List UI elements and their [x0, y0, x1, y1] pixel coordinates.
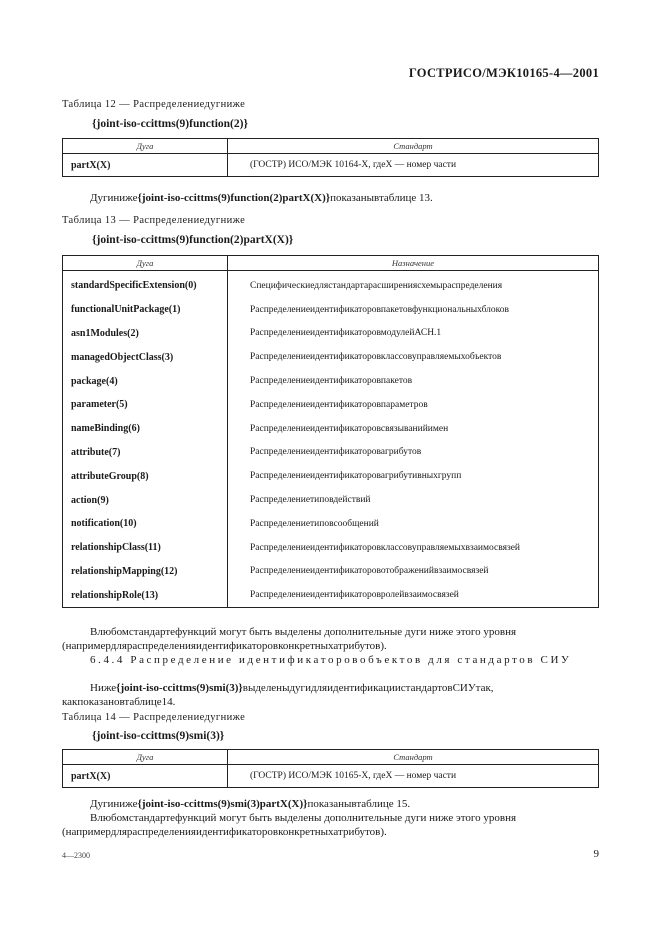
arc-cell: functionalUnitPackage(1): [63, 298, 228, 322]
table14: [62, 749, 599, 788]
arc-cell: asn1Modules(2): [63, 322, 228, 346]
desc-cell: Распределениеидентификаторовотображенийвзаимосвязей: [228, 560, 599, 584]
table-row: [63, 464, 599, 488]
arc-cell: nameBinding(6): [63, 417, 228, 441]
table14-arc: {joint-iso-ccittms(9)smi(3)}: [92, 730, 225, 742]
table-row: [63, 393, 599, 417]
paragraph-additional-arcs: Влюбомстандартефункций могут быть выделены дополнительные дуги ниже этого уровня (напримердляраспределенияидентификаторовконкретныхатрибутов).: [62, 626, 517, 652]
table-row: [63, 271, 599, 298]
para-arc: {joint-iso-ccittms(9)smi(3)partX(X)}: [137, 798, 308, 810]
table-row: [63, 441, 599, 465]
arc-cell: partX(X): [63, 154, 228, 177]
table-header-row: [63, 139, 599, 154]
paragraph-table15-ref: [62, 797, 599, 811]
desc-cell: (ГОСТР) ИСО/МЭК 10164-X, гдеX — номер части: [228, 154, 599, 177]
desc-cell: Распределениеидентификаторовагрибутивныхгрупп: [228, 464, 599, 488]
desc-cell: Распределениеидентификаторовпараметров: [228, 393, 599, 417]
table-row: [63, 322, 599, 346]
table13-arc: {joint-iso-ccittms(9)function(2)partX(X)}: [92, 234, 294, 246]
table-row: [63, 417, 599, 441]
table-header-row: [63, 256, 599, 271]
column-header-purpose: Назначение: [228, 256, 599, 271]
para-text: Дугиниже: [90, 192, 138, 204]
table12: [62, 138, 599, 177]
desc-cell: Распределениеидентификаторовпакетов: [228, 369, 599, 393]
table-row: [63, 345, 599, 369]
desc-cell: РаспределениеидентификаторовмодулейАСН.1: [228, 322, 599, 346]
arc-cell: attributeGroup(8): [63, 464, 228, 488]
column-header-standard: Стандарт: [228, 139, 599, 154]
arc-cell: managedObjectClass(3): [63, 345, 228, 369]
paragraph-table13-ref: [62, 191, 599, 205]
column-header-arc: Дуга: [63, 256, 228, 271]
paragraph-table14-ref: [62, 681, 599, 709]
table13-caption: Таблица 13 — Распределениедугниже: [62, 215, 246, 226]
table-row: [63, 369, 599, 393]
column-header-standard: Стандарт: [228, 750, 599, 765]
table-row: [63, 488, 599, 512]
table13: [62, 255, 599, 608]
para-arc: {joint-iso-ccittms(9)function(2)partX(X)}: [137, 192, 331, 204]
arc-cell: package(4): [63, 369, 228, 393]
desc-cell: (ГОСТР) ИСО/МЭК 10165-X, гдеX — номер части: [228, 765, 599, 788]
desc-cell: Распределениеидентификаторовагрибутов: [228, 441, 599, 465]
arc-cell: standardSpecificExtension(0): [63, 271, 228, 298]
desc-cell: Распределениеидентификаторовклассовуправляемыхвзаимосвязей: [228, 536, 599, 560]
desc-cell: Распределениеидентификаторовролейвзаимосвязей: [228, 583, 599, 607]
paragraph-additional-arcs-2: Влюбомстандартефункций могут быть выделены дополнительные дуги ниже этого уровня (напримердляраспределенияидентификаторовконкретныхатрибутов).: [62, 812, 517, 838]
arc-cell: attribute(7): [63, 441, 228, 465]
table-row: [63, 765, 599, 788]
para-text: показанывтаблице 13.: [330, 192, 433, 204]
table12-arc: {joint-iso-ccittms(9)function(2)}: [92, 118, 248, 130]
arc-cell: relationshipMapping(12): [63, 560, 228, 584]
para-text: Дугиниже: [90, 798, 138, 810]
arc-cell: action(9): [63, 488, 228, 512]
column-header-arc: Дуга: [63, 750, 228, 765]
desc-cell: Распределениетиповдействий: [228, 488, 599, 512]
arc-cell: partX(X): [63, 765, 228, 788]
table14-caption: Таблица 14 — Распределениедугниже: [62, 712, 246, 723]
column-header-arc: Дуга: [63, 139, 228, 154]
table12-caption: Таблица 12 — Распределениедугниже: [62, 99, 246, 110]
arc-cell: relationshipClass(11): [63, 536, 228, 560]
arc-cell: relationshipRole(13): [63, 583, 228, 607]
table-row: [63, 560, 599, 584]
document-header: ГОСТРИСО/МЭК10165-4—2001: [408, 66, 599, 80]
table-header-row: [63, 750, 599, 765]
table-row: [63, 512, 599, 536]
arc-cell: parameter(5): [63, 393, 228, 417]
table-row: [63, 298, 599, 322]
desc-cell: Распределениеидентификаторовпакетовфункциональныхблоков: [228, 298, 599, 322]
para-text: показанывтаблице 15.: [307, 798, 411, 810]
table-row: [63, 536, 599, 560]
desc-cell: Распределениеидентификаторовсвязыванийимен: [228, 417, 599, 441]
footer-print-code: 4—2300: [62, 851, 90, 860]
para-arc: {joint-iso-ccittms(9)smi(3)}: [116, 682, 243, 694]
table-row: [63, 154, 599, 177]
table-row: [63, 583, 599, 607]
desc-cell: Распределениетиповсообщений: [228, 512, 599, 536]
section-heading: 6.4.4 Распределение идентификаторовобъектов для стандартов СИУ: [90, 654, 572, 666]
para-text: Ниже: [90, 682, 117, 694]
desc-cell: Специфическиедлястандартарасширениясхемыраспределения: [228, 271, 599, 298]
page-number: 9: [593, 848, 599, 860]
para-text: выделеныдугидляидентификациистандартовСИУтак, какпоказановтаблице14.: [62, 682, 494, 708]
arc-cell: notification(10): [63, 512, 228, 536]
desc-cell: Распределениеидентификаторовклассовуправляемыхобъектов: [228, 345, 599, 369]
